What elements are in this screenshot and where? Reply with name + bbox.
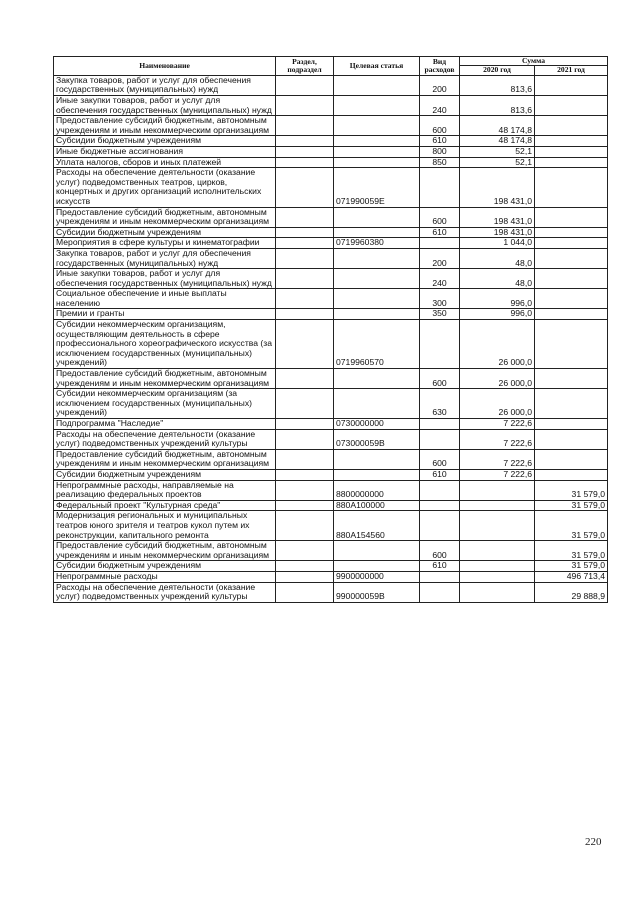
row-amount-2021: [535, 146, 608, 157]
row-target: [334, 227, 420, 238]
row-amount-2021: [535, 449, 608, 469]
table-row: [54, 541, 608, 561]
row-amount-2021: [535, 369, 608, 389]
row-section: [276, 75, 334, 95]
row-name: Закупка товаров, работ и услуг для обеспечения государственных (муниципальных) нужд: [54, 75, 276, 95]
table-row: [54, 480, 608, 500]
row-amount-2020: 48 174,8: [460, 136, 535, 147]
row-kind: [420, 480, 460, 500]
row-kind: 350: [420, 309, 460, 320]
table-row: [54, 157, 608, 168]
row-target: [334, 541, 420, 561]
row-kind: [420, 571, 460, 582]
row-amount-2020: [460, 571, 535, 582]
row-amount-2020: [460, 541, 535, 561]
row-amount-2021: [535, 419, 608, 430]
row-target: [334, 75, 420, 95]
row-amount-2021: [535, 389, 608, 419]
budget-table: [53, 56, 608, 603]
row-amount-2021: [535, 227, 608, 238]
row-target: 8800000000: [334, 480, 420, 500]
row-amount-2020: 996,0: [460, 289, 535, 309]
row-target: [334, 157, 420, 168]
row-kind: 240: [420, 96, 460, 116]
row-section: [276, 571, 334, 582]
table-row: [54, 269, 608, 289]
header-year-2021: 2021 год: [535, 66, 608, 75]
row-amount-2021: 31 579,0: [535, 500, 608, 511]
header-sum: Сумма: [460, 57, 608, 66]
row-name: Субсидии некоммерческим организациям (за исключением государственных (муниципальных) учреждений): [54, 389, 276, 419]
row-name: Иные закупки товаров, работ и услуг для обеспечения государственных (муниципальных) нужд: [54, 269, 276, 289]
row-kind: 300: [420, 289, 460, 309]
row-section: [276, 449, 334, 469]
row-amount-2020: [460, 561, 535, 572]
row-name: Предоставление субсидий бюджетным, автономным учреждениям и иным некоммерческим организациям: [54, 369, 276, 389]
row-section: [276, 116, 334, 136]
row-section: [276, 146, 334, 157]
table-row: [54, 168, 608, 207]
row-kind: [420, 168, 460, 207]
row-kind: 200: [420, 75, 460, 95]
row-section: [276, 480, 334, 500]
row-target: [334, 207, 420, 227]
row-name: Федеральный проект "Культурная среда": [54, 500, 276, 511]
row-amount-2020: 7 222,6: [460, 469, 535, 480]
row-amount-2021: 31 579,0: [535, 511, 608, 541]
row-amount-2021: [535, 429, 608, 449]
row-name: Предоставление субсидий бюджетным, автономным учреждениям и иным некоммерческим организациям: [54, 449, 276, 469]
row-amount-2020: 813,6: [460, 96, 535, 116]
row-kind: [420, 500, 460, 511]
header-section: Раздел, подраздел: [276, 57, 334, 76]
table-row: [54, 582, 608, 602]
row-amount-2021: [535, 469, 608, 480]
row-amount-2021: [535, 289, 608, 309]
row-kind: 600: [420, 369, 460, 389]
row-amount-2021: 29 888,9: [535, 582, 608, 602]
row-name: Субсидии некоммерческим организациям, осуществляющим деятельность в сфере профессионального хореографического искусства (за исключением государственных (муниципальных) учреждений): [54, 320, 276, 369]
row-amount-2021: 31 579,0: [535, 561, 608, 572]
row-section: [276, 289, 334, 309]
table-row: [54, 429, 608, 449]
table-row: [54, 116, 608, 136]
row-kind: 600: [420, 541, 460, 561]
row-section: [276, 157, 334, 168]
row-target: 071990059E: [334, 168, 420, 207]
row-kind: 630: [420, 389, 460, 419]
row-amount-2020: [460, 511, 535, 541]
table-header: [54, 57, 608, 76]
row-target: [334, 146, 420, 157]
row-target: 0719960570: [334, 320, 420, 369]
row-kind: 200: [420, 248, 460, 268]
table-row: [54, 146, 608, 157]
row-name: Закупка товаров, работ и услуг для обеспечения государственных (муниципальных) нужд: [54, 248, 276, 268]
row-section: [276, 248, 334, 268]
row-name: Расходы на обеспечение деятельности (оказание услуг) подведомственных учреждений культуры: [54, 429, 276, 449]
row-amount-2020: 1 044,0: [460, 238, 535, 249]
row-amount-2020: [460, 582, 535, 602]
row-target: 0730000000: [334, 419, 420, 430]
header-target: Целевая статья: [334, 57, 420, 76]
row-name: Подпрограмма "Наследие": [54, 419, 276, 430]
table-row: [54, 136, 608, 147]
table-row: [54, 500, 608, 511]
row-amount-2021: [535, 207, 608, 227]
table-row: [54, 389, 608, 419]
row-amount-2020: 26 000,0: [460, 369, 535, 389]
row-kind: 610: [420, 561, 460, 572]
row-amount-2020: 26 000,0: [460, 320, 535, 369]
row-section: [276, 136, 334, 147]
row-name: Иные закупки товаров, работ и услуг для обеспечения государственных (муниципальных) нужд: [54, 96, 276, 116]
table-row: [54, 248, 608, 268]
header-kind: Вид расходов: [420, 57, 460, 76]
row-kind: [420, 582, 460, 602]
row-amount-2021: [535, 269, 608, 289]
row-section: [276, 511, 334, 541]
row-amount-2021: [535, 157, 608, 168]
row-target: [334, 248, 420, 268]
table-row: [54, 449, 608, 469]
row-amount-2020: [460, 500, 535, 511]
row-target: [334, 269, 420, 289]
row-target: [334, 449, 420, 469]
table-row: [54, 511, 608, 541]
row-amount-2021: [535, 116, 608, 136]
row-section: [276, 96, 334, 116]
row-target: [334, 561, 420, 572]
row-name: Премии и гранты: [54, 309, 276, 320]
row-name: Субсидии бюджетным учреждениям: [54, 469, 276, 480]
row-name: Субсидии бюджетным учреждениям: [54, 561, 276, 572]
row-section: [276, 419, 334, 430]
row-amount-2020: 7 222,6: [460, 449, 535, 469]
row-amount-2020: 48 174,8: [460, 116, 535, 136]
row-amount-2021: [535, 136, 608, 147]
row-kind: 610: [420, 136, 460, 147]
row-section: [276, 561, 334, 572]
table-body: [54, 75, 608, 602]
row-kind: [420, 429, 460, 449]
row-target: [334, 96, 420, 116]
row-amount-2020: [460, 480, 535, 500]
row-name: Предоставление субсидий бюджетным, автономным учреждениям и иным некоммерческим организациям: [54, 207, 276, 227]
row-amount-2020: 7 222,6: [460, 419, 535, 430]
table-row: [54, 289, 608, 309]
row-amount-2020: 52,1: [460, 157, 535, 168]
row-name: Модернизация региональных и муниципальных театров юного зрителя и театров кукол путем их реконструкции, капитального ремонта: [54, 511, 276, 541]
row-kind: [420, 320, 460, 369]
row-target: 0719960380: [334, 238, 420, 249]
row-target: 880A100000: [334, 500, 420, 511]
row-kind: 600: [420, 116, 460, 136]
row-amount-2021: [535, 238, 608, 249]
table-row: [54, 369, 608, 389]
row-amount-2020: 813,6: [460, 75, 535, 95]
row-name: Предоставление субсидий бюджетным, автономным учреждениям и иным некоммерческим организациям: [54, 541, 276, 561]
row-target: 073000059B: [334, 429, 420, 449]
row-amount-2021: [535, 168, 608, 207]
row-section: [276, 238, 334, 249]
row-section: [276, 369, 334, 389]
row-amount-2020: 198 431,0: [460, 207, 535, 227]
row-target: [334, 469, 420, 480]
page-number: 220: [585, 836, 602, 848]
row-amount-2021: 496 713,4: [535, 571, 608, 582]
row-amount-2021: [535, 320, 608, 369]
row-kind: 610: [420, 227, 460, 238]
row-kind: 800: [420, 146, 460, 157]
row-kind: 850: [420, 157, 460, 168]
row-name: Предоставление субсидий бюджетным, автономным учреждениям и иным некоммерческим организациям: [54, 116, 276, 136]
row-target: [334, 289, 420, 309]
row-amount-2020: 7 222,6: [460, 429, 535, 449]
row-kind: [420, 419, 460, 430]
row-amount-2021: 31 579,0: [535, 541, 608, 561]
row-section: [276, 541, 334, 561]
row-kind: [420, 511, 460, 541]
row-target: [334, 369, 420, 389]
header-name: Наименование: [54, 57, 276, 76]
row-amount-2020: 26 000,0: [460, 389, 535, 419]
row-amount-2021: [535, 75, 608, 95]
row-target: 990000059B: [334, 582, 420, 602]
row-section: [276, 469, 334, 480]
row-name: Уплата налогов, сборов и иных платежей: [54, 157, 276, 168]
row-name: Субсидии бюджетным учреждениям: [54, 227, 276, 238]
table-row: [54, 207, 608, 227]
row-section: [276, 320, 334, 369]
row-kind: 600: [420, 207, 460, 227]
row-name: Непрограммные расходы: [54, 571, 276, 582]
row-section: [276, 168, 334, 207]
row-amount-2021: 31 579,0: [535, 480, 608, 500]
table-row: [54, 227, 608, 238]
row-target: [334, 136, 420, 147]
row-kind: [420, 238, 460, 249]
row-kind: 240: [420, 269, 460, 289]
row-amount-2021: [535, 96, 608, 116]
table-row: [54, 571, 608, 582]
table-row: [54, 238, 608, 249]
row-name: Социальное обеспечение и иные выплаты населению: [54, 289, 276, 309]
row-amount-2020: 198 431,0: [460, 168, 535, 207]
row-amount-2021: [535, 248, 608, 268]
row-section: [276, 500, 334, 511]
row-target: [334, 309, 420, 320]
row-section: [276, 582, 334, 602]
row-section: [276, 207, 334, 227]
row-amount-2020: 48,0: [460, 269, 535, 289]
row-name: Непрограммные расходы, направляемые на реализацию федеральных проектов: [54, 480, 276, 500]
row-name: Иные бюджетные ассигнования: [54, 146, 276, 157]
row-section: [276, 269, 334, 289]
row-section: [276, 389, 334, 419]
row-name: Расходы на обеспечение деятельности (оказание услуг) подведомственных учреждений культуры: [54, 582, 276, 602]
row-section: [276, 429, 334, 449]
row-section: [276, 227, 334, 238]
row-name: Расходы на обеспечение деятельности (оказание услуг) подведомственных театров, цирков, концертных и других организаций исполнительских искусств: [54, 168, 276, 207]
table-row: [54, 320, 608, 369]
row-target: [334, 116, 420, 136]
row-target: [334, 389, 420, 419]
row-name: Субсидии бюджетным учреждениям: [54, 136, 276, 147]
row-amount-2020: 52,1: [460, 146, 535, 157]
row-amount-2020: 996,0: [460, 309, 535, 320]
table-row: [54, 75, 608, 95]
row-name: Мероприятия в сфере культуры и кинематографии: [54, 238, 276, 249]
row-amount-2021: [535, 309, 608, 320]
table-row: [54, 469, 608, 480]
row-section: [276, 309, 334, 320]
table-row: [54, 96, 608, 116]
table-row: [54, 561, 608, 572]
row-amount-2020: 48,0: [460, 248, 535, 268]
table-row: [54, 419, 608, 430]
table-row: [54, 309, 608, 320]
row-kind: 610: [420, 469, 460, 480]
header-year-2020: 2020 год: [460, 66, 535, 75]
row-target: 880A154560: [334, 511, 420, 541]
row-target: 9900000000: [334, 571, 420, 582]
row-kind: 600: [420, 449, 460, 469]
row-amount-2020: 198 431,0: [460, 227, 535, 238]
